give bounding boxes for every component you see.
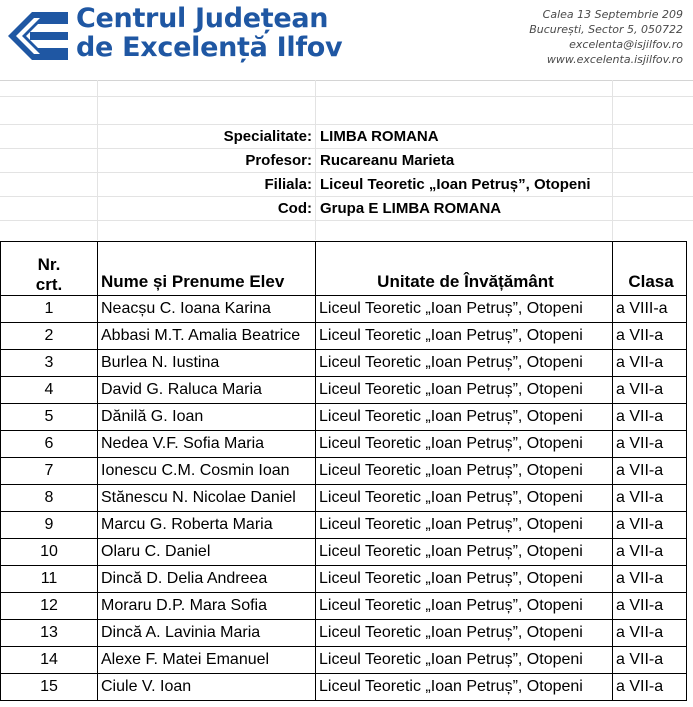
table-row <box>1 539 687 566</box>
row-nr-cell: 8 <box>1 485 98 512</box>
profesor-label: Profesor: <box>245 152 312 169</box>
website: www.excelenta.isjilfov.ro <box>546 53 683 66</box>
email-address: excelenta@isjilfov.ro <box>569 38 683 51</box>
row-name-cell: Nedea V.F. Sofia Maria <box>98 431 316 458</box>
row-nr-cell: 3 <box>1 350 98 377</box>
row-unit-cell: Liceul Teoretic „Ioan Petruș”, Otopeni <box>316 512 613 539</box>
table-row <box>1 512 687 539</box>
table-row <box>1 485 687 512</box>
filiala-label: Filiala: <box>264 176 312 193</box>
row-unit-cell: Liceul Teoretic „Ioan Petruș”, Otopeni <box>316 593 613 620</box>
row-name-cell: Marcu G. Roberta Maria <box>98 512 316 539</box>
row-unit-cell: Liceul Teoretic „Ioan Petruș”, Otopeni <box>316 647 613 674</box>
row-nr-cell: 14 <box>1 647 98 674</box>
row-class-cell: a VII-a <box>613 377 687 404</box>
header-nr-line1: Nr. <box>37 255 61 274</box>
row-class-cell: a VII-a <box>613 539 687 566</box>
row-nr-cell: 7 <box>1 458 98 485</box>
row-name-cell: Burlea N. Iustina <box>98 350 316 377</box>
student-table <box>0 241 687 701</box>
table-header-row <box>1 242 687 296</box>
contact-block <box>529 7 683 67</box>
table-row <box>1 323 687 350</box>
row-unit-cell: Liceul Teoretic „Ioan Petruș”, Otopeni <box>316 296 613 323</box>
table-row <box>1 566 687 593</box>
row-name-cell: Neacșu C. Ioana Karina <box>98 296 316 323</box>
header-nr-line2: crt. <box>35 275 63 294</box>
row-class-cell: a VII-a <box>613 458 687 485</box>
row-class-cell: a VII-a <box>613 404 687 431</box>
row-class-cell: a VII-a <box>613 566 687 593</box>
letterhead <box>0 0 693 81</box>
row-name-cell: David G. Raluca Maria <box>98 377 316 404</box>
filiala-value: Liceul Teoretic „Ioan Petruș”, Otopeni <box>320 176 591 193</box>
info-row-filiala <box>0 173 693 197</box>
table-row <box>1 431 687 458</box>
header-name: Nume și Prenume Elev <box>98 242 316 296</box>
row-nr-cell: 6 <box>1 431 98 458</box>
row-nr-cell: 9 <box>1 512 98 539</box>
info-row-specialitate <box>0 125 693 149</box>
cod-label: Cod: <box>277 200 312 217</box>
row-unit-cell: Liceul Teoretic „Ioan Petruș”, Otopeni <box>316 620 613 647</box>
specialitate-value: LIMBA ROMANA <box>320 128 439 145</box>
specialitate-label: Specialitate: <box>223 128 312 145</box>
row-class-cell: a VII-a <box>613 323 687 350</box>
row-unit-cell: Liceul Teoretic „Ioan Petruș”, Otopeni <box>316 323 613 350</box>
row-nr-cell: 15 <box>1 674 98 701</box>
table-row <box>1 674 687 701</box>
gridline <box>0 96 693 97</box>
row-unit-cell: Liceul Teoretic „Ioan Petruș”, Otopeni <box>316 350 613 377</box>
table-row <box>1 404 687 431</box>
row-name-cell: Dincă D. Delia Andreea <box>98 566 316 593</box>
row-nr-cell: 4 <box>1 377 98 404</box>
row-name-cell: Ionescu C.M. Cosmin Ioan <box>98 458 316 485</box>
row-name-cell: Ciule V. Ioan <box>98 674 316 701</box>
table-row <box>1 620 687 647</box>
row-unit-cell: Liceul Teoretic „Ioan Petruș”, Otopeni <box>316 539 613 566</box>
row-unit-cell: Liceul Teoretic „Ioan Petruș”, Otopeni <box>316 431 613 458</box>
table-row <box>1 647 687 674</box>
row-class-cell: a VII-a <box>613 512 687 539</box>
info-row-cod <box>0 197 693 221</box>
row-unit-cell: Liceul Teoretic „Ioan Petruș”, Otopeni <box>316 404 613 431</box>
row-name-cell: Alexe F. Matei Emanuel <box>98 647 316 674</box>
address-line1: Calea 13 Septembrie 209 <box>542 8 683 21</box>
header-nr-crt <box>1 242 98 296</box>
org-name-line1: Centrul Județean <box>76 3 329 34</box>
cod-value: Grupa E LIMBA ROMANA <box>320 200 502 217</box>
row-class-cell: a VII-a <box>613 647 687 674</box>
row-unit-cell: Liceul Teoretic „Ioan Petruș”, Otopeni <box>316 674 613 701</box>
row-class-cell: a VII-a <box>613 674 687 701</box>
table-row <box>1 377 687 404</box>
row-nr-cell: 2 <box>1 323 98 350</box>
row-class-cell: a VII-a <box>613 350 687 377</box>
row-nr-cell: 12 <box>1 593 98 620</box>
row-class-cell: a VII-a <box>613 620 687 647</box>
profesor-value: Rucareanu Marieta <box>320 152 455 169</box>
row-name-cell: Olaru C. Daniel <box>98 539 316 566</box>
row-class-cell: a VII-a <box>613 431 687 458</box>
row-unit-cell: Liceul Teoretic „Ioan Petruș”, Otopeni <box>316 485 613 512</box>
row-nr-cell: 13 <box>1 620 98 647</box>
row-nr-cell: 10 <box>1 539 98 566</box>
table-row <box>1 593 687 620</box>
row-name-cell: Moraru D.P. Mara Sofia <box>98 593 316 620</box>
header-class: Clasa <box>613 242 687 296</box>
row-name-cell: Dincă A. Lavinia Maria <box>98 620 316 647</box>
row-unit-cell: Liceul Teoretic „Ioan Petruș”, Otopeni <box>316 458 613 485</box>
org-name <box>76 4 342 62</box>
row-name-cell: Dănilă G. Ioan <box>98 404 316 431</box>
row-name-cell: Abbasi M.T. Amalia Beatrice <box>98 323 316 350</box>
table-row <box>1 458 687 485</box>
table-body <box>1 296 687 701</box>
row-class-cell: a VII-a <box>613 593 687 620</box>
row-unit-cell: Liceul Teoretic „Ioan Petruș”, Otopeni <box>316 377 613 404</box>
row-name-cell: Stănescu N. Nicolae Daniel <box>98 485 316 512</box>
cje-logo-icon <box>0 8 72 64</box>
row-nr-cell: 11 <box>1 566 98 593</box>
org-name-line2: de Excelență Ilfov <box>76 32 343 63</box>
table-row <box>1 296 687 323</box>
row-unit-cell: Liceul Teoretic „Ioan Petruș”, Otopeni <box>316 566 613 593</box>
row-class-cell: a VII-a <box>613 485 687 512</box>
header-unit: Unitate de Învățământ <box>316 242 613 296</box>
row-class-cell: a VIII-a <box>613 296 687 323</box>
address-line2: București, Sector 5, 050722 <box>529 23 683 36</box>
info-row-profesor <box>0 149 693 173</box>
table-row <box>1 350 687 377</box>
spreadsheet-area <box>0 80 693 707</box>
row-nr-cell: 5 <box>1 404 98 431</box>
row-nr-cell: 1 <box>1 296 98 323</box>
